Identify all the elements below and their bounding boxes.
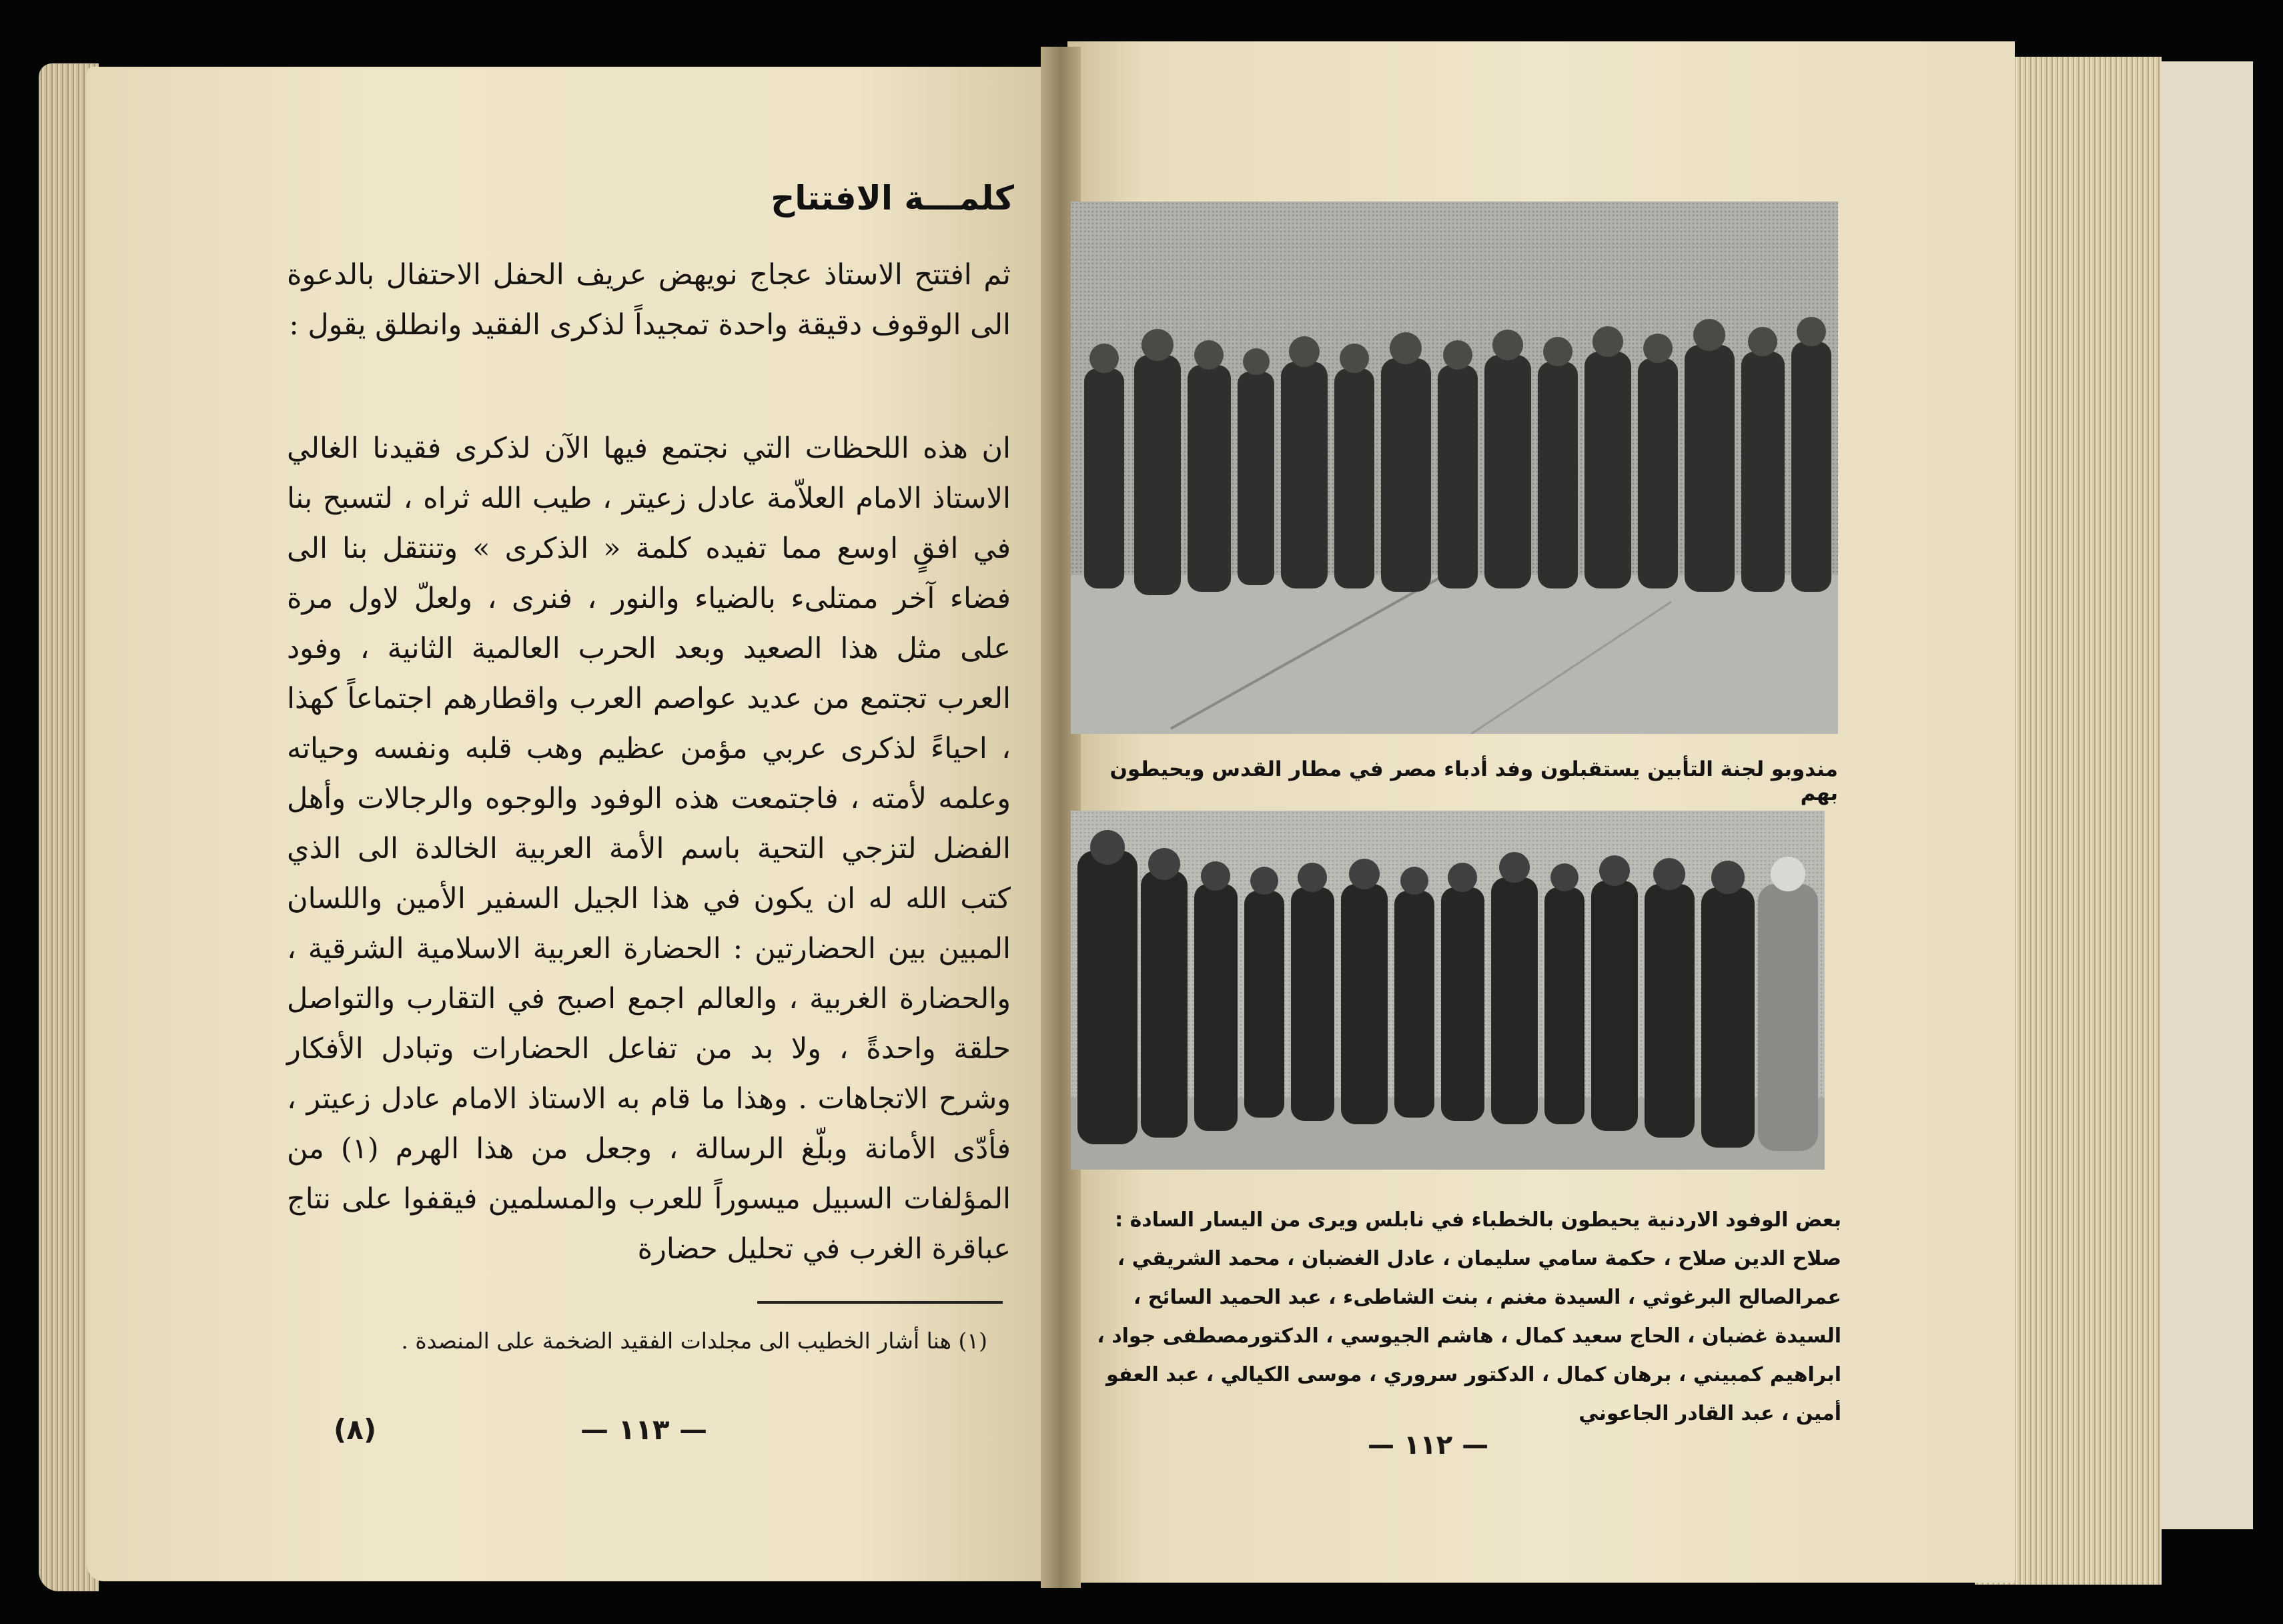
caption-top-photo: مندوبو لجنة التأبين يستقبلون وفد أدباء مصر في مطار القدس ويحيطون بهم [1109,757,1838,805]
signature-mark: (٨) [334,1413,377,1446]
photo-nablus-delegations [1071,811,1825,1170]
page-number-left: — ١١٣ — [580,1413,708,1446]
photo-nablus-delegations-graphic [1071,811,1825,1170]
photo-airport-welcome [1071,201,1838,734]
section-title: كلمـــة الافتتاح [771,179,1014,218]
paragraph-speech: ان هذه اللحظات التي نجتمع فيها الآن لذكرى فقيدنا الغالي الاستاذ الامام العلاّمة عادل زعيتر ، طيب الله ثراه ، لتسبح بنا في افقٍ اوسع مما تفيده كلمة « الذكرى » وتنتقل بنا الى فضاء آخر ممتلىء بالضياء والنور ، فنرى ، ولعلّ لاول مرة على مثل هذا الصعيد وبعد الحرب العالمية الثانية ، وفود العرب تجتمع من عديد عواصم العرب واقطارهم اجتماعاً كهذا ، احياءً لذكرى عربي مؤمن عظيم وهب قلبه ونفسه وحياته وعلمه لأمته ، فاجتمعت هذه الوفود والوجوه والرجالات وأهل الفضل لتزجي التحية باسم الأمة العربية الخالدة الى الذي كتب الله له ان يكون في هذا الجيل السفير الأمين واللسان المبين بين الحضارتين : الحضارة العربية الاسلامية الشرقية ، والحضارة الغربية ، والعالم اجمع اصبح في التقارب والتواصل حلقة واحدةً ، ولا بد من تفاعل الحضارات وتبادل الأفكار وشرح الاتجاهات . وهذا ما قام به الاستاذ الامام عادل زعيتر ، فأدّى الأمانة وبلّغ الرسالة ، وجعل من هذا الهرم (١) من المؤلفات السبيل ميسوراً للعرب والمسلمين فيقفوا على نتاج عباقرة الغرب في تحليل حضارة [287,432,1011,1266]
photo-airport-welcome-graphic [1071,201,1838,734]
caption-bottom-photo: بعض الوفود الاردنية يحيطون بالخطباء في نابلس ويرى من اليسار السادة : صلاح الدين صلاح ، حكمة سامي سليمان ، عادل الغضبان ، محمد الشريقي ، عمرالصالح البرغوثي ، السيدة مغنم ، بنت الشاطىء ، عبد الحميد السائح ، السيدة غضبان ، الحاج سعيد كمال ، هاشم الجيوسي ، الدكتورمصطفى جواد ، ابراهيم كمبيني ، برهان كمال ، الدكتور سروري ، موسى الكيالي ، عبد العفو أمين ، عبد القادر الجاعوني [1097,1208,1841,1425]
page-number-right: — ١١٢ — [1368,1430,1489,1461]
paragraph-intro: ثم افتتح الاستاذ عجاج نويهض عريف الحفل الاحتفال بالدعوة الى الوقوف دقيقة واحدة تمجيداً لذكرى الفقيد وانطلق يقول : [287,258,1011,342]
footnote-divider [757,1301,1003,1304]
footnote: (١) هنا أشار الخطيب الى مجلدات الفقيد الضخمة على المنصدة . [401,1328,987,1354]
